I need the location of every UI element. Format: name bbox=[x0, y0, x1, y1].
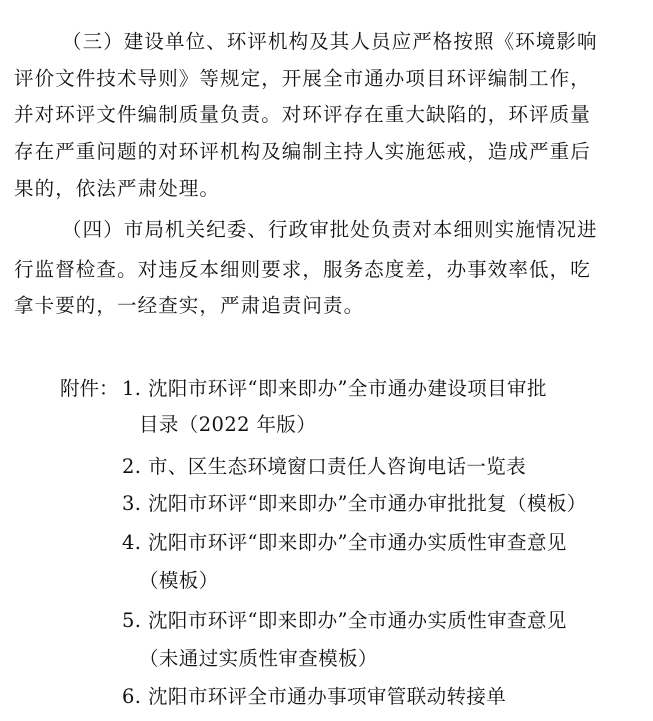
attachment-item-5: 5. 沈阳市环评“即来即办”全市通办实质性审查意见 bbox=[122, 609, 567, 632]
attachment-item-6: 6. 沈阳市环评全市通办事项审管联动转接单 bbox=[122, 685, 507, 708]
section-4-line-3: 拿卡要的，一经查实，严肃追责问责。 bbox=[14, 294, 365, 317]
attachment-item-1: 1. 沈阳市环评“即来即办”全市通办建设项目审批 bbox=[122, 377, 547, 400]
attachment-item-4-continued: （模板） bbox=[139, 569, 219, 592]
section-4-line-2: 行监督检查。对违反本细则要求，服务态度差，办事效率低，吃 bbox=[14, 258, 591, 281]
section-4-line-1: （四）市局机关纪委、行政审批处负责对本细则实施情况进 bbox=[62, 218, 598, 241]
attachment-item-2: 2. 市、区生态环境窗口责任人咨询电话一览表 bbox=[122, 455, 527, 478]
section-3-line-1: （三）建设单位、环评机构及其人员应严格按照《环境影响 bbox=[62, 30, 598, 53]
attachment-item-4: 4. 沈阳市环评“即来即办”全市通办实质性审查意见 bbox=[122, 531, 567, 554]
attachment-item-5-continued: （未通过实质性审查模板） bbox=[139, 647, 378, 670]
section-3-line-5: 果的，依法严肃处理。 bbox=[14, 177, 221, 200]
section-3-line-2: 评价文件技术导则》等规定，开展全市通办项目环评编制工作， bbox=[14, 67, 591, 90]
attachments-label: 附件： bbox=[60, 377, 119, 400]
attachment-item-1-continued: 目录（2022 年版） bbox=[139, 413, 317, 436]
attachment-item-3: 3. 沈阳市环评“即来即办”全市通办审批批复（模板） bbox=[122, 492, 587, 515]
section-3-line-3: 并对环评文件编制质量负责。对环评存在重大缺陷的，环评质量 bbox=[14, 103, 591, 126]
section-3-line-4: 存在严重问题的对环评机构及编制主持人实施惩戒，造成严重后 bbox=[14, 140, 591, 163]
